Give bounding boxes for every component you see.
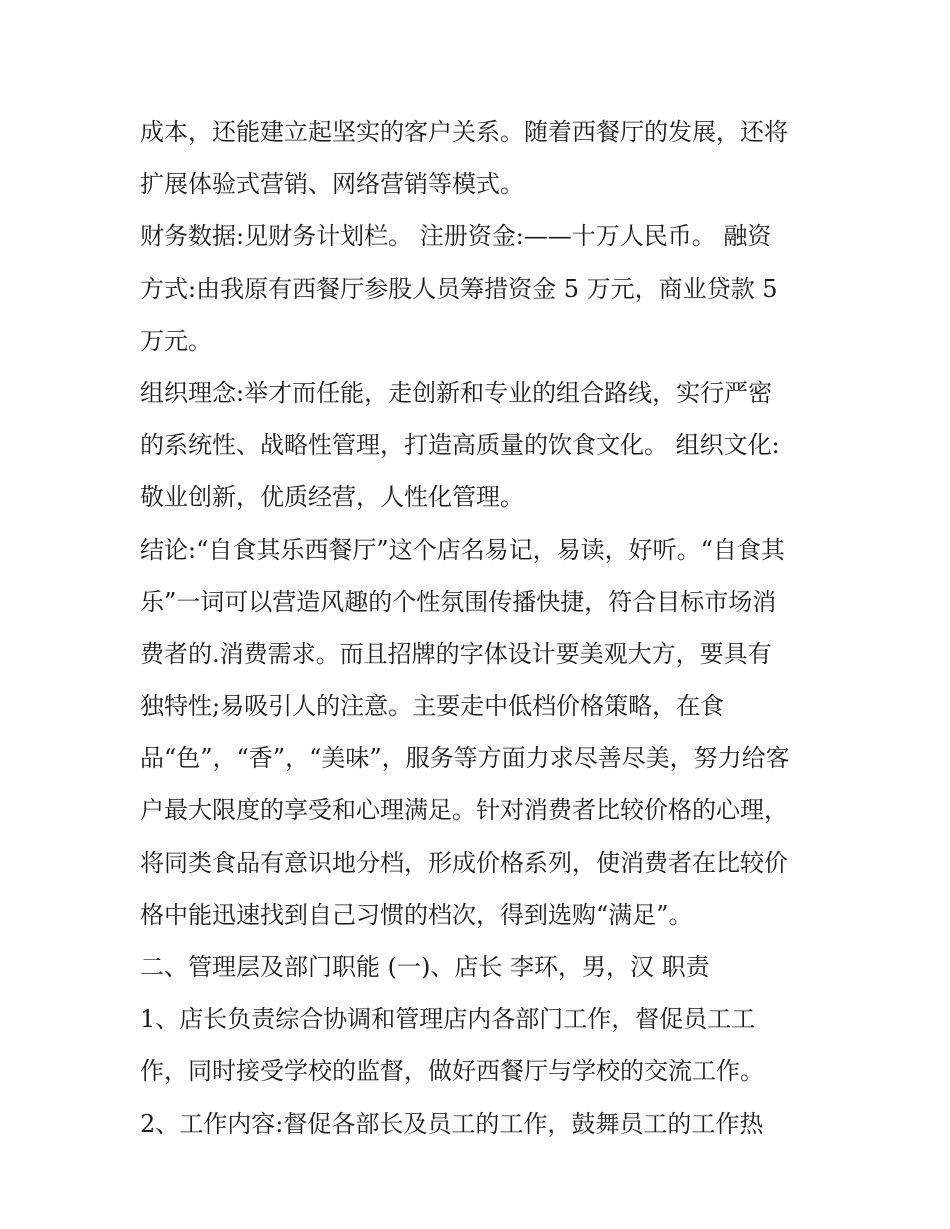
text-line: 扩展体验式营销、网络营销等模式。 (140, 170, 524, 199)
text-line: 费者的.消费需求。而且招牌的字体设计要美观大方，要具有 (140, 639, 772, 668)
text-line: 方式:由我原有西餐厅参股人员筹措资金 5 万元，商业贷款 5 (140, 274, 778, 303)
text-line: 二、管理层及部门职能 (一)、店长 李环，男，汉 职责 (140, 953, 710, 981)
text-line: 成本，还能建立起坚实的客户关系。随着西餐厅的发展，还将 (140, 118, 788, 146)
text-line: 户最大限度的享受和心理满足。针对消费者比较价格的心理， (140, 796, 788, 825)
text-line: 敬业创新，优质经营，人性化管理。 (140, 483, 524, 512)
text-line: 1、店长负责综合协调和管理店内各部门工作，督促员工工 (140, 1005, 756, 1034)
text-line: 格中能迅速找到自己习惯的档次，得到选购“满足”。 (140, 900, 693, 929)
text-line: 万元。 (140, 326, 212, 355)
text-line: 独特性;易吸引人的注意。主要走中低档价格策略，在食 (140, 692, 725, 721)
text-line: 作，同时接受学校的监督，做好西餐厅与学校的交流工作。 (140, 1057, 764, 1086)
text-line: 2、工作内容:督促各部长及员工的工作，鼓舞员工的工作热 (140, 1109, 764, 1138)
text-line: 品“色”，“香”，“美味”，服务等方面力求尽善尽美，努力给客 (140, 744, 790, 773)
text-line: 将同类食品有意识地分档，形成价格系列，使消费者在比较价 (140, 848, 788, 877)
text-line: 结论:“自食其乐西餐厅”这个店名易记，易读，好听。“自食其 (140, 535, 785, 564)
document-body (140, 106, 830, 1150)
text-line: 的系统性、战略性管理，打造高质量的饮食文化。 组织文化: (140, 431, 780, 460)
text-line: 乐”一词可以营造风趣的个性氛围传播快捷，符合目标市场消 (140, 587, 777, 616)
text-line: 组织理念:举才而任能，走创新和专业的组合路线，实行严密 (140, 378, 773, 407)
text-line: 财务数据:见财务计划栏。 注册资金:——十万人民币。 融资 (140, 222, 772, 251)
